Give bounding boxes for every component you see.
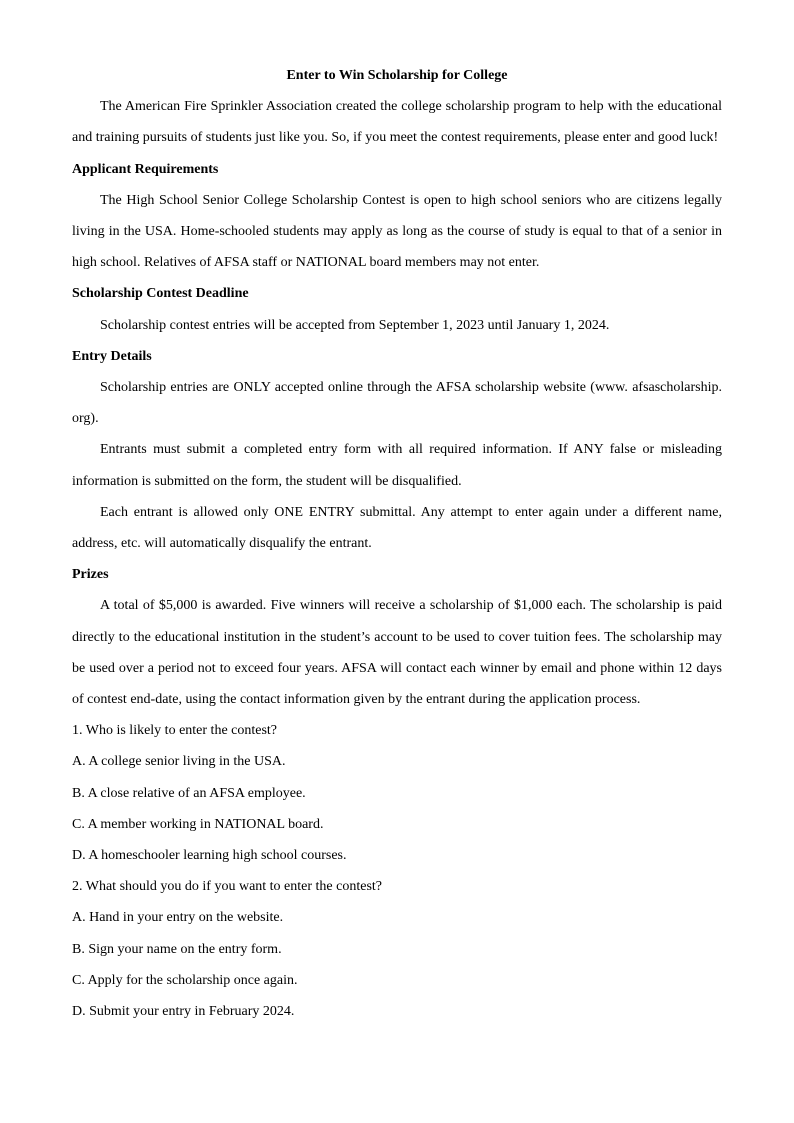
section-heading-applicant-requirements: Applicant Requirements: [72, 161, 219, 177]
question-2: 2. What should you do if you want to enter the contest?: [72, 879, 383, 895]
applicant-requirements-paragraph: The High School Senior College Scholarship Contest is open to high school seniors who are citizens legally living in the USA. Home-schooled students may apply as long as the course of study is equal to that of a senior in high school. Relatives of AFSA staff or NATIONAL board members may not enter.: [72, 192, 722, 271]
section-heading-deadline: Scholarship Contest Deadline: [72, 286, 249, 302]
question-1-option-d: D. A homeschooler learning high school courses.: [72, 848, 347, 864]
document-page: [72, 60, 722, 1027]
question-2-option-a: A. Hand in your entry on the website.: [72, 910, 284, 926]
intro-paragraph: The American Fire Sprinkler Association created the college scholarship program to help with the educational and training pursuits of students just like you. So, if you meet the contest requirements, please enter and good luck!: [72, 99, 722, 146]
prizes-paragraph: A total of $5,000 is awarded. Five winners will receive a scholarship of $1,000 each. The scholarship is paid directly to the educational institution in the student’s account to be used to cover tuition fees. The scholarship may be used over a period not to exceed four years. AFSA will contact each winner by email and phone within 12 days of contest end-date, using the contact information given by the entrant during the application process.: [72, 598, 722, 708]
entry-details-paragraph-1: Scholarship entries are ONLY accepted online through the AFSA scholarship website (www. afsascholarship. org).: [72, 380, 722, 427]
question-2-option-c: C. Apply for the scholarship once again.: [72, 972, 298, 988]
entry-details-paragraph-3: Each entrant is allowed only ONE ENTRY submittal. Any attempt to enter again under a different name, address, etc. will automatically disqualify the entrant.: [72, 504, 722, 552]
question-2-option-d: D. Submit your entry in February 2024.: [72, 1004, 295, 1020]
entry-details-paragraph-2: Entrants must submit a completed entry form with all required information. If ANY false or misleading information is submitted on the form, the student will be disqualified.: [72, 442, 722, 489]
section-heading-prizes: Prizes: [72, 567, 109, 583]
question-1-option-a: A. A college senior living in the USA.: [72, 754, 286, 770]
question-1-option-b: B. A close relative of an AFSA employee.: [72, 785, 306, 801]
question-1: 1. Who is likely to enter the contest?: [72, 723, 278, 739]
document-title: Enter to Win Scholarship for College: [286, 68, 508, 83]
deadline-paragraph: Scholarship contest entries will be accepted from September 1, 2023 until January 1, 2024.: [100, 317, 610, 333]
section-heading-entry-details: Entry Details: [72, 348, 152, 364]
question-1-option-c: C. A member working in NATIONAL board.: [72, 816, 324, 832]
question-2-option-b: B. Sign your name on the entry form.: [72, 941, 282, 957]
